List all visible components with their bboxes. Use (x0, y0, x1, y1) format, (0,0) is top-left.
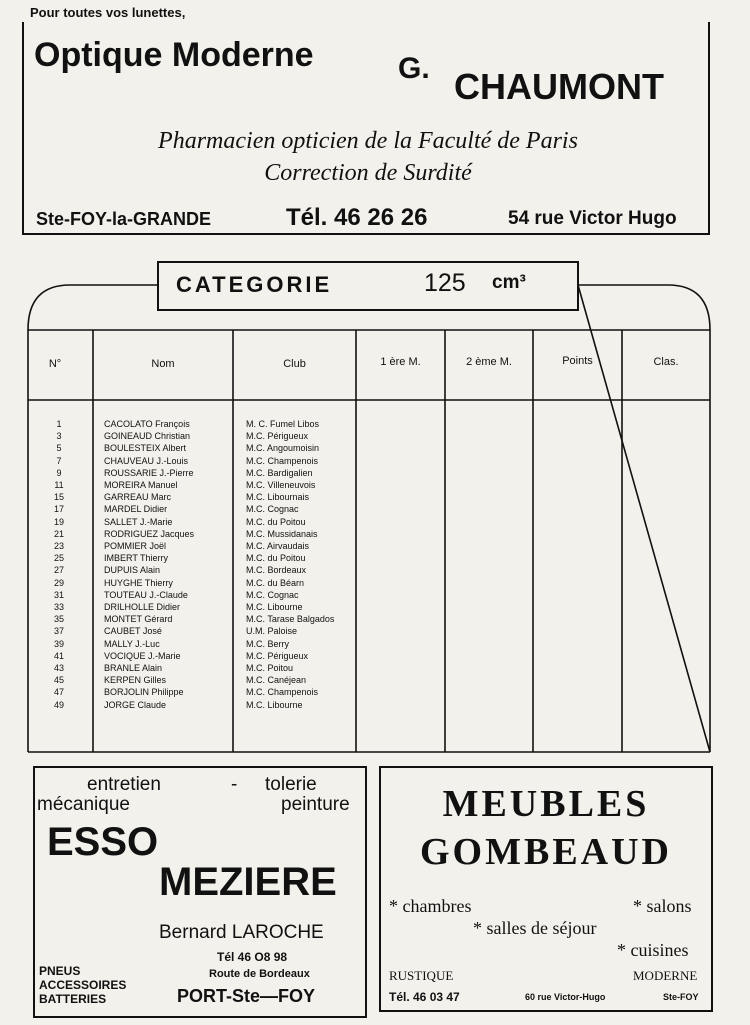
extra-accessoires: ACCESSOIRES (39, 978, 127, 992)
rider-name: BRANLE Alain (104, 663, 163, 673)
rider-club: M.C. Champenois (246, 455, 319, 466)
rider-club: M.C. Bardigalien (246, 467, 313, 478)
table-row (0, 674, 750, 686)
service-dash: - (231, 774, 238, 795)
header-name: Nom (151, 358, 175, 370)
table-row (0, 638, 750, 650)
rider-number: 27 (53, 565, 64, 576)
table-row (0, 418, 750, 430)
gombeaud-title: GOMBEAUD (420, 831, 672, 873)
table-row (0, 625, 750, 637)
rider-name: MARDEL Didier (104, 504, 168, 515)
rider-number: 17 (53, 504, 64, 515)
rider-number: 15 (53, 492, 64, 503)
optique-owner-initial: G. (398, 52, 430, 85)
rider-name: DRILHOLLE Didier (104, 602, 181, 612)
rider-name: KERPEN Gilles (104, 675, 167, 686)
rider-name: HUYGHE Thierry (104, 577, 173, 588)
rider-name: GOINEAUD Christian (104, 431, 191, 442)
rider-club: M.C. Angoumoisin (246, 443, 320, 454)
table-row (0, 503, 750, 515)
header-points: Points (562, 355, 593, 367)
table-row (0, 516, 750, 528)
service-tolerie: tolerie (265, 774, 317, 795)
meubles-town: Ste-FOY (663, 992, 699, 1002)
optique-line-2: Correction de Surdité (264, 160, 472, 186)
optique-tagline: Pour toutes vos lunettes, (30, 5, 186, 20)
rider-name: CHAUVEAU J.-Louis (104, 455, 189, 466)
style-rustique: RUSTIQUE (389, 968, 454, 983)
rider-number: 43 (53, 663, 64, 673)
optique-town: Ste-FOY-la-GRANDE (36, 209, 212, 229)
rider-name: IMBERT Thierry (104, 553, 169, 564)
table-row (0, 455, 750, 467)
meubles-address: 60 rue Victor-Hugo (525, 992, 606, 1002)
rider-club: M.C. Tarase Balgados (246, 614, 335, 625)
optique-phone: Tél. 46 26 26 (286, 204, 428, 231)
table-row (0, 564, 750, 576)
header-number: N° (48, 358, 62, 370)
rider-number: 3 (56, 431, 62, 442)
category-label: CATEGORIE (176, 272, 333, 297)
table-row (0, 686, 750, 698)
rider-club: M.C. Canéjean (246, 675, 307, 686)
table-row (0, 552, 750, 564)
rider-club: M.C. Bordeaux (246, 565, 307, 576)
table-row (0, 577, 750, 589)
table-row (0, 479, 750, 491)
extra-batteries: BATTERIES (39, 992, 107, 1006)
rider-number: 41 (53, 650, 64, 661)
meubles-title: MEUBLES (442, 783, 650, 825)
meziere-name: MEZIERE (159, 860, 337, 904)
rider-club: M.C. Poitou (246, 663, 294, 673)
item-chambres: * chambres (389, 896, 472, 916)
esso-road: Route de Bordeaux (209, 968, 310, 980)
rider-number: 31 (53, 589, 64, 600)
service-entretien: entretien (87, 774, 161, 795)
rider-name: GARREAU Marc (104, 492, 172, 503)
rider-name: VOCIQUE J.-Marie (104, 650, 181, 661)
rider-name: BOULESTEIX Albert (104, 443, 187, 454)
table-row (0, 540, 750, 552)
esso-ad (33, 766, 367, 1018)
service-mecanique: mécanique (37, 794, 130, 815)
rider-name: SALLET J.-Marie (104, 516, 173, 527)
rider-club: M.C. Cognac (246, 504, 299, 515)
table-row (0, 613, 750, 625)
owner-name: Bernard LAROCHE (159, 922, 324, 943)
table-row (0, 430, 750, 442)
table-row (0, 589, 750, 601)
table-row (0, 528, 750, 540)
rider-club: M.C. Libourne (246, 699, 303, 710)
rider-number: 37 (53, 626, 64, 637)
rider-number: 7 (56, 455, 62, 466)
rider-number: 35 (53, 614, 64, 625)
rider-name: BORJOLIN Philippe (104, 687, 184, 698)
esso-phone: Tél 46 O8 98 (217, 950, 288, 964)
rider-name: RODRIGUEZ Jacques (104, 528, 195, 539)
category-value: 125 (424, 269, 466, 297)
esso-brand: ESSO (47, 820, 159, 864)
rider-club: M. C. Fumel Libos (246, 419, 320, 429)
rider-club: M.C. Périgueux (246, 650, 309, 661)
header-first-run: 1 ère M. (380, 356, 421, 368)
rider-number: 11 (54, 480, 64, 490)
table-row (0, 650, 750, 662)
rider-number: 23 (53, 541, 64, 551)
table-row (0, 699, 750, 711)
rider-club: M.C. Airvaudais (246, 541, 310, 551)
rider-club: M.C. du Poitou (246, 516, 306, 527)
rider-club: M.C. Berry (246, 638, 290, 649)
header-rank: Clas. (653, 356, 679, 368)
service-peinture: peinture (281, 794, 350, 815)
rider-name: MONTET Gérard (104, 614, 173, 625)
rider-number: 29 (53, 577, 64, 588)
rider-number: 5 (56, 443, 62, 454)
table-row (0, 662, 750, 674)
rider-name: TOUTEAU J.-Claude (104, 589, 188, 600)
rider-name: DUPUIS Alain (104, 565, 161, 576)
rider-name: ROUSSARIE J.-Pierre (104, 467, 194, 478)
table-row (0, 467, 750, 479)
optique-shop-name: Optique Moderne (34, 36, 314, 74)
style-moderne: MODERNE (633, 968, 698, 983)
rider-club: M.C. Champenois (246, 687, 319, 698)
rider-club: M.C. du Béarn (246, 577, 305, 588)
optique-owner-name: CHAUMONT (454, 66, 664, 107)
header-second-run: 2 ème M. (466, 356, 512, 368)
rider-number: 33 (53, 602, 64, 612)
table-row (0, 601, 750, 613)
item-salons: * salons (633, 896, 692, 916)
rider-number: 47 (53, 687, 64, 698)
meubles-ad (379, 766, 713, 1012)
rider-club: U.M. Paloise (246, 626, 298, 637)
rider-club: M.C. Cognac (246, 589, 299, 600)
optique-address: 54 rue Victor Hugo (508, 208, 677, 229)
table-row (0, 491, 750, 503)
rider-club: M.C. du Poitou (246, 553, 306, 564)
rider-club: M.C. Libourne (246, 602, 303, 612)
rider-club: M.C. Villeneuvois (246, 480, 316, 490)
extra-pneus: PNEUS (39, 964, 81, 978)
rider-number: 25 (53, 553, 64, 564)
rider-number: 45 (53, 675, 64, 686)
rider-name: CACOLATO François (104, 419, 190, 429)
rider-name: JORGE Claude (104, 699, 167, 710)
rider-name: MALLY J.-Luc (104, 638, 160, 649)
rider-number: 39 (53, 638, 64, 649)
rider-name: POMMIER Joël (104, 541, 167, 551)
table-row (0, 442, 750, 454)
rider-name: CAUBET José (104, 626, 162, 637)
rider-number: 19 (53, 516, 64, 527)
rider-number: 49 (53, 699, 64, 710)
header-club: Club (283, 358, 306, 370)
rider-name: MOREIRA Manuel (104, 480, 178, 490)
rider-number: 9 (56, 467, 62, 478)
rider-club: M.C. Périgueux (246, 431, 309, 442)
category-unit: cm³ (492, 272, 526, 293)
rider-number: 1 (56, 419, 62, 429)
optique-line-1: Pharmacien opticien de la Faculté de Paris (158, 128, 578, 154)
esso-town: PORT-Ste—FOY (177, 986, 316, 1006)
rider-club: M.C. Libournais (246, 492, 310, 503)
item-cuisines: * cuisines (617, 940, 689, 960)
rider-number: 21 (53, 528, 64, 539)
item-salles: * salles de séjour (473, 918, 597, 938)
rider-club: M.C. Mussidanais (246, 528, 318, 539)
meubles-phone: Tél. 46 03 47 (389, 990, 460, 1004)
